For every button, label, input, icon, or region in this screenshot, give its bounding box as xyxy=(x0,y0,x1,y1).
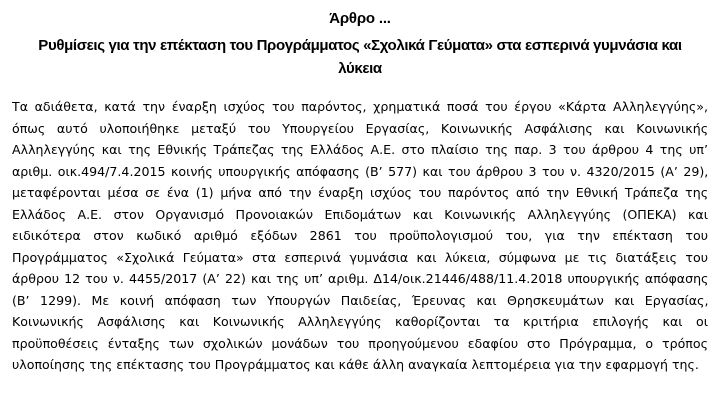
article-heading-line: λύκεια xyxy=(338,60,382,77)
body-line: άρθρου 12 του ν. 4455/2017 (Α’ 22) και της υπ’ αριθμ. Δ14/οικ.21446/488/11.4.2018 υπουργικής απόφασης xyxy=(12,271,709,286)
body-line: (Β’ 1299). Με κοινή απόφαση των Υπουργών Παιδείας, Έρευνας και Θρησκευμάτων και Εργασίας, xyxy=(12,292,709,308)
body-line: Τα αδιάθετα, κατά την έναρξη ισχύος του παρόντος, χρηματικά ποσά του έργου «Κάρτα Αλληλεγγύης», xyxy=(12,99,708,114)
body-line: όπως αυτό υλοποιήθηκε μεταξύ του Υπουργείου Εργασίας, Κοινωνικής Ασφάλισης και Κοινωνικής xyxy=(12,120,709,136)
body-line: ειδικότερα στον κωδικό αριθμό εξόδων 2861 του προϋπολογισμού του, για την επέκταση του xyxy=(12,228,708,243)
body-line: αριθμ. οικ.494/7.4.2015 κοινής υπουργικής απόφασης (Β’ 577) και του άρθρου 3 του ν. 4320/2015 (Α’ 29), xyxy=(12,163,709,179)
body-line: προϋποθέσεις ένταξης των σχολικών μονάδων του προηγούμενου εδαφίου στο Πρόγραμμα, ο τρόπος xyxy=(12,335,708,351)
article-heading xyxy=(12,34,708,80)
body-line: Ελλάδος Α.Ε. στον Οργανισμό Προνοιακών Επιδομάτων και Κοινωνικής Αλληλεγγύης (ΟΠΕΚΑ) και xyxy=(12,206,708,222)
article-title: Άρθρο ... xyxy=(329,10,391,27)
article-heading-line: Ρυθμίσεις για την επέκταση του Προγράμματος «Σχολικά Γεύματα» στα εσπερινά γυμνάσια και xyxy=(38,37,682,54)
article-body-paragraph xyxy=(12,96,708,376)
body-line: υλοποίησης της επέκτασης του Προγράμματος και κάθε άλλη αναγκαία λεπτομέρεια για την εφαρμογή της. xyxy=(12,357,699,372)
body-line: μεταφέρονται μέσα σε ένα (1) μήνα από την έναρξη ισχύος του παρόντος από την Εθνική Τράπεζα της xyxy=(12,185,709,200)
body-line: Κοινωνικής Ασφάλισης και Κοινωνικής Αλληλεγγύης καθορίζονται τα κριτήρια επιλογής και οι xyxy=(12,314,708,329)
body-line: Αλληλεγγύης και της Εθνικής Τράπεζας της Ελλάδος Α.Ε. στο πλαίσιο της παρ. 3 του άρθρου 4 της υπ’ xyxy=(12,142,708,157)
body-line: Προγράμματος «Σχολικά Γεύματα» στα εσπερινά γυμνάσια και λύκεια, σύμφωνα με τις διατάξεις του xyxy=(12,249,708,265)
